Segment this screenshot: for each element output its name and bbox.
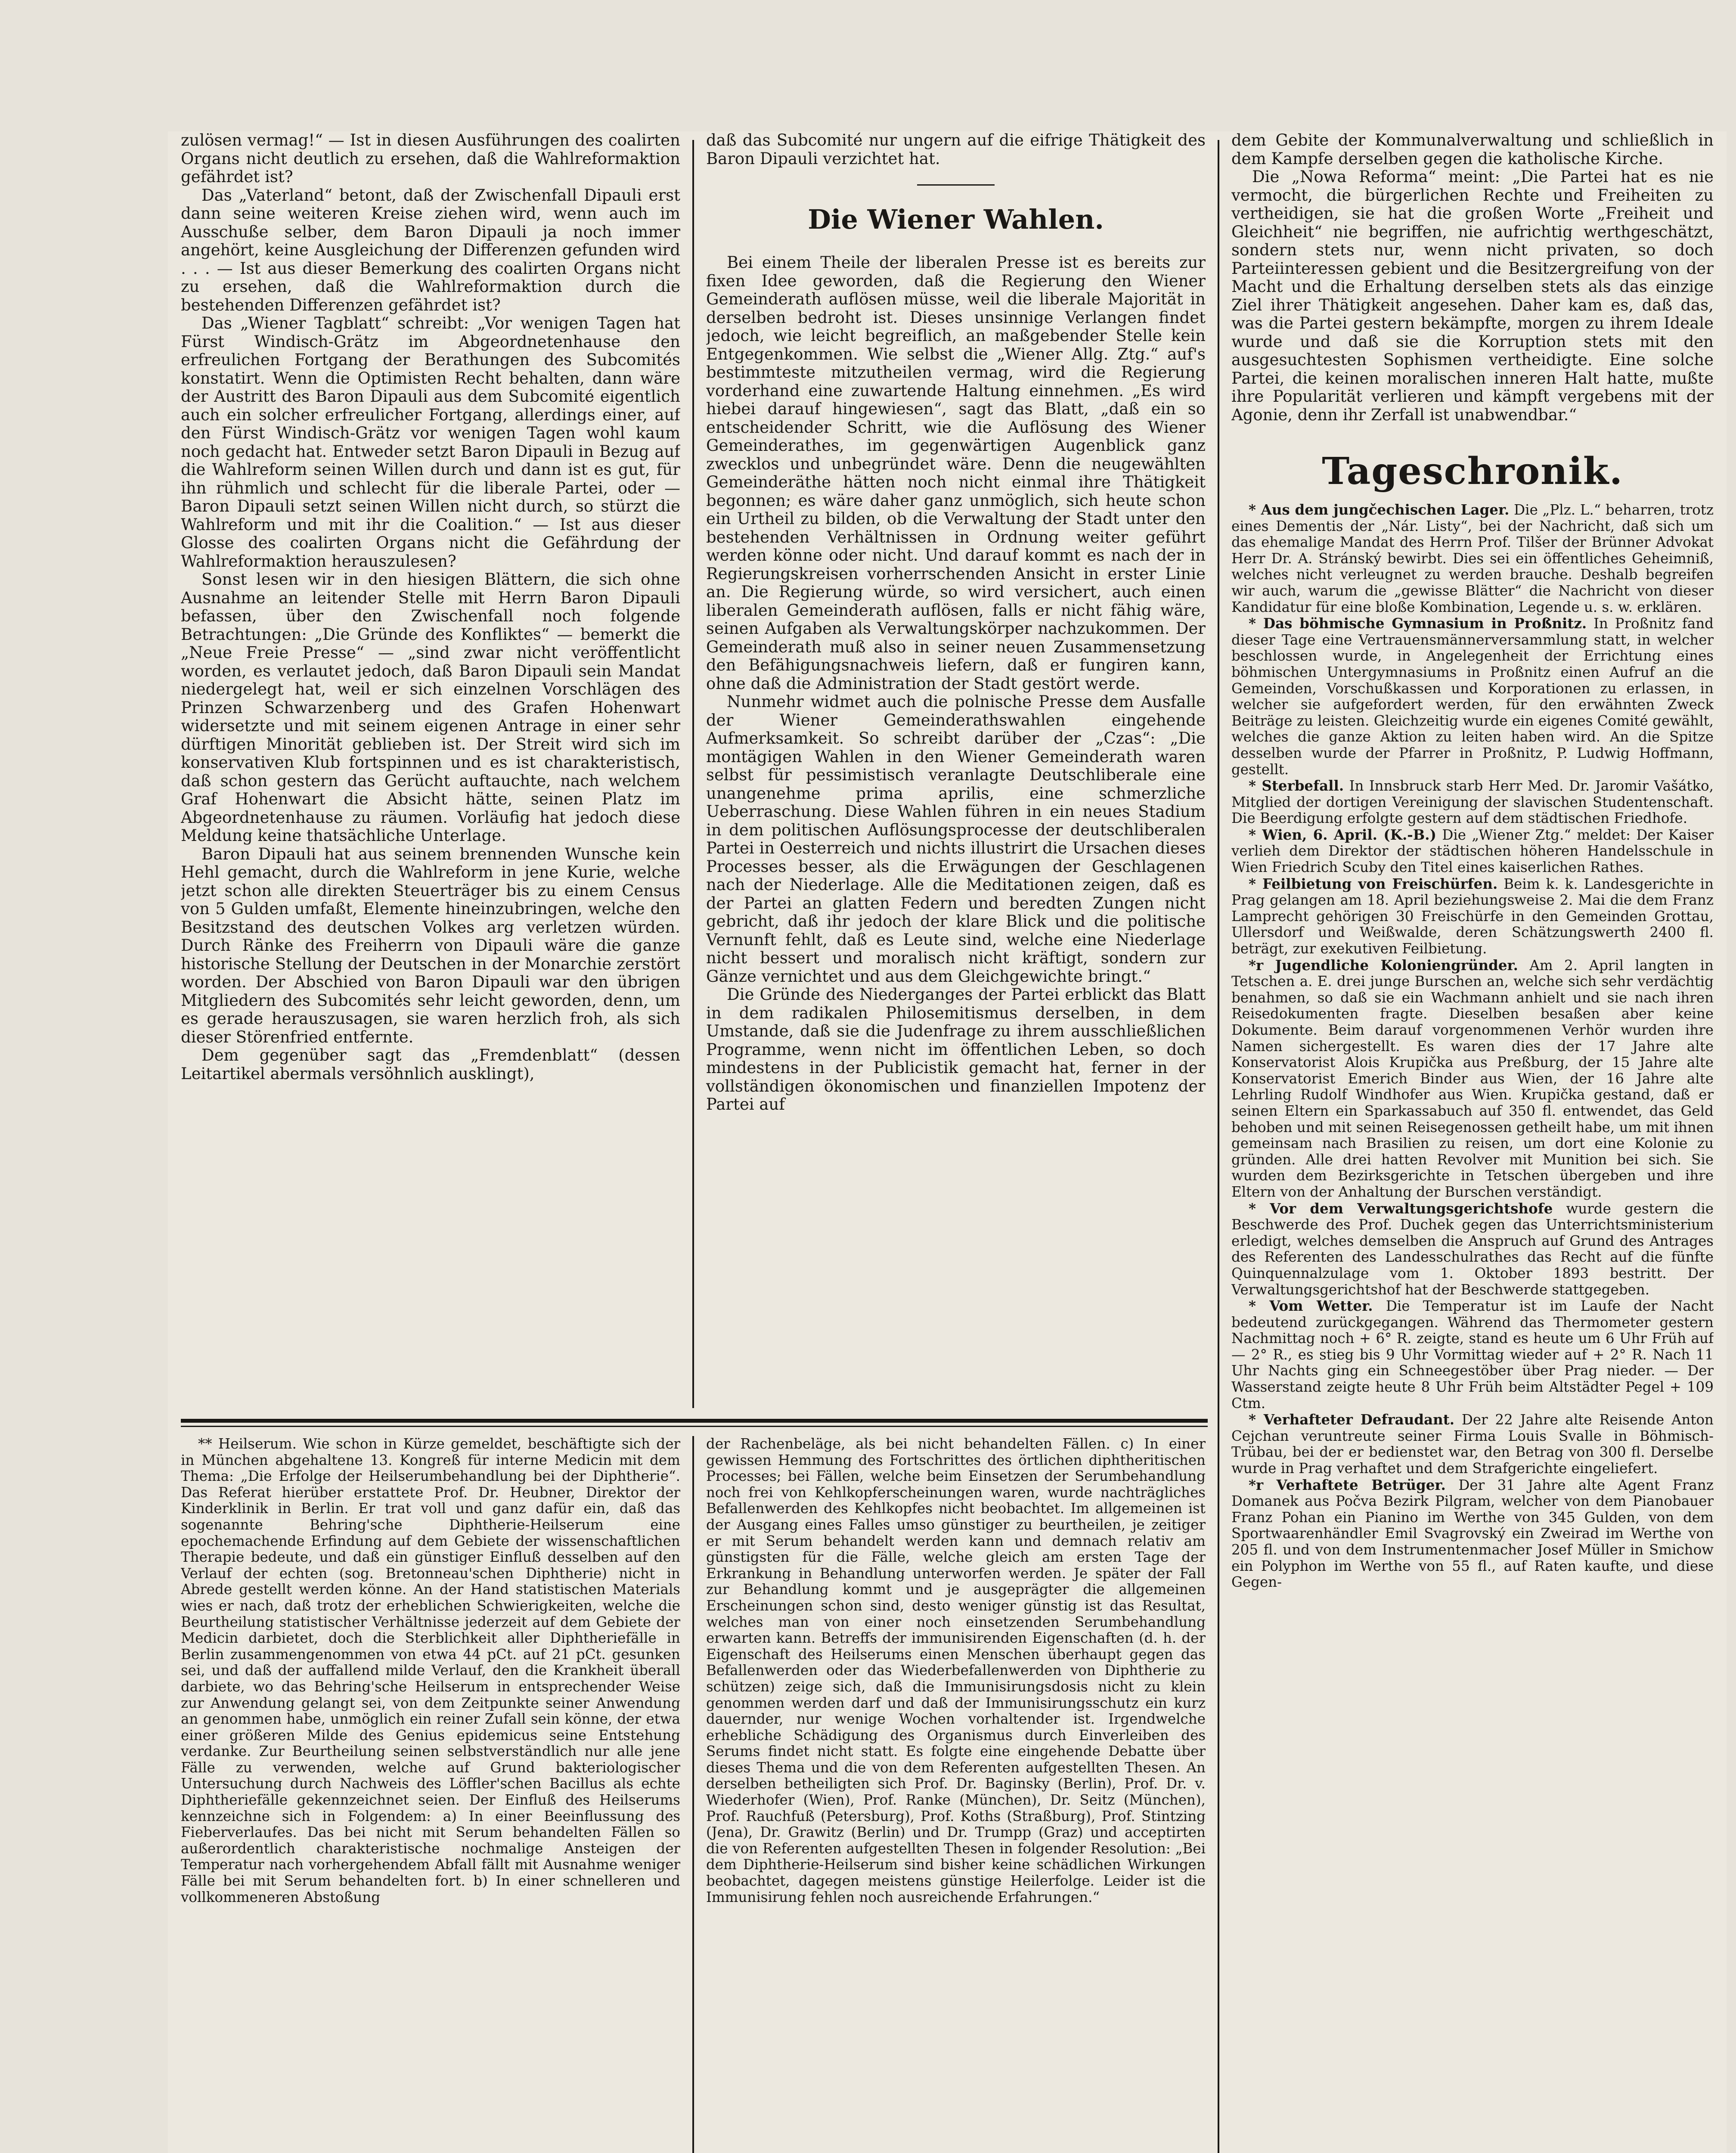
feuilleton-column-1 [181,1436,680,2153]
news-item-text: Die „Wiener Ztg.“ meldet: Der Kaiser verlieh dem Direktor der städtischen höheren Handelsschule in Wien Friedrich Scuby den Titel eines kaiserlichen Rathes. [1231,826,1714,876]
section-heading-wiener-wahlen: Die Wiener Wahlen. [808,204,1104,235]
news-item [1231,827,1714,876]
col1-paragraph-5: Baron Dipauli hat aus seinem brennenden Wunsche kein Hehl gemacht, durch die Wahlreform in jene Kurie, welche jetzt schon alle direkten Steuerträger bis zu einem Census von 5 Gulden umfaßt, Elemente hineinzubringen, welche den Besitzstand des deutschen Volkes arg verletzen würden. Durch Ränke des Freiherrn von Dipauli wäre die ganze historische Stellung der Deutschen in der Monarchie zerstört worden. Der Abschied von Baron Dipauli war den übrigen Mitgliedern des Subcomités sehr leicht geworden, denn, um es gerade herauszusagen, sie waren herzlich froh, als sich dieser Störenfried entfernte. [181,844,680,1046]
news-item-text: Beim k. k. Landesgerichte in Prag gelangen am 18. April beziehungsweise 2. Mai die dem Franz Lamprecht gehörigen 30 Freischürfe in den Gemeinden Grottau, Ullersdorf und Weißwalde, deren Schätzungswerth 2400 fl. beträgt, zur exekutiven Feilbietung. [1231,875,1714,957]
feuilleton-divider [692,1436,694,2153]
news-item-text: Der 31 Jahre alte Agent Franz Domanek aus Počva Bezirk Pilgram, welcher von dem Pianobauer Franz Pohan ein Pianino im Werthe von 345 Gulden, von dem Sportwaarenhändler Emil Svagrovský ein Zweirad im Werthe von 205 fl. und von dem Instrumentenmacher Josef Müller in Smichow ein Polyphon im Werthe von 55 fl., auf Raten kaufte, und diese Gegen- [1231,1477,1714,1591]
section-heading-tageschronik: Tageschronik. [1322,450,1623,493]
feuilleton-article-heilserum: ** Heilserum. Wie schon in Kürze gemeldet, beschäftigte sich der in München abgehaltene 13. Kongreß für interne Medicin mit dem Thema: „Die Erfolge der Heilserumbehandlung bei der Diphtherie“. Das Referat hierüber erstattete Prof. Dr. Heubner, Direktor der Kinderklinik in Berlin. Er trat voll und ganz dafür ein, daß das sogenannte Behring'sche Diphtherie-Heilserum eine epochemachende Erfindung auf dem Gebiete der wissenschaftlichen Therapie bedeute, und daß ein günstiger Einfluß desselben auf den Verlauf der echten (sog. Bretonneau'schen Diphtherie) nicht in Abrede gestellt werden könne. An der Hand statistischen Materials wies er nach, daß trotz der erheblichen Schwierigkeiten, welche die Beurtheilung statistischer Verhältnisse jederzeit auf dem Gebiete der Medicin darbietet, doch die Sterblichkeit aller Diphtheriefälle in Berlin zusammengenommen von etwa 44 pCt. auf 21 pCt. gesunken sei, und daß der auffallend milde Verlauf, den die Krankheit überall darbiete, wo das Behring'sche Heilserum in entsprechender Weise zur Anwendung gelangt sei, von dem Zeitpunkte seiner Anwendung an genommen habe, unmöglich ein reiner Zufall sein könne, der etwa einer größeren Milde des Genius epidemicus seine Entstehung verdanke. Zur Beurtheilung seinen selbstverständlich nur alle jene Fälle zu verwenden, welche auf Grund bakteriologischer Untersuchung durch Nachweis des Löffler'schen Bacillus als echte Diphtheriefälle gekennzeichnet seien. Der Einfluß des Heilserums kennzeichne sich in Folgendem: a) In einer Beeinflussung des Fieberverlaufes. Das bei nicht mit Serum behandelten Fällen so außerordentlich charakteristische nochmalige Ansteigen der Temperatur nach vorhergehendem Abfall fällt mit Ausnahme weniger Fälle bei mit Serum behandelten fort. b) In einer schnelleren und vollkommeneren Abstoßung [181,1436,680,1905]
col2-paragraph-2: Bei einem Theile der liberalen Presse ist es bereits zur fixen Idee geworden, daß die Regierung den Wiener Gemeinderath auflösen müsse, weil die liberale Majorität in derselben bedroht ist. Dieses unsinnige Verlangen findet jedoch, wie leicht begreiflich, an maßgebender Stelle kein Entgegenkommen. Wie selbst die „Wiener Allg. Ztg.“ auf's bestimmteste mitzutheilen vermag, wird die Regierung vorderhand eine zuwartende Haltung einnehmen. „Es wird hiebei darauf hingewiesen“, sagt das Blatt, „daß ein so entscheidender Schritt, wie die Auflösung des Wiener Gemeinderathes, im gegenwärtigen Augenblick ganz zwecklos und unbegründet wäre. Denn die neugewählten Gemeinderäthe hätten noch nicht einmal ihre Thätigkeit begonnen; es wäre daher ganz unmöglich, sich heute schon ein Urtheil zu bilden, ob die Verwaltung der Stadt unter den bestehenden Verhältnissen in Ordnung weiter geführt werden könne oder nicht. Und darauf kommt es nach der in Regierungskreisen vorherrschenden Ansicht in erster Linie an. Die Regierung würde, so wird versichert, auch einen liberalen Gemeinderath auflösen, falls er nicht fähig wäre, seinen Aufgaben als Verwaltungskörper nachzukommen. Der Gemeinderath muß also in seiner neuen Zusammensetzung den Befähigungsnachweis liefern, daß er fungiren kann, ohne daß die Administration der Stadt gestört werde. [706,253,1206,693]
news-item-title: * Verhafteter Defraudant. [1249,1411,1455,1428]
column-1 [181,131,680,1417]
col3-paragraph-1: dem Gebite der Kommunalverwaltung und schließlich in dem Kampfe derselben gegen die katholische Kirche. [1231,131,1714,168]
news-item-title: * Sterbefall. [1249,777,1344,794]
news-item-title: * Vom Wetter. [1249,1297,1373,1315]
col1-paragraph-6: Dem gegenüber sagt das „Fremdenblatt“ (dessen Leitartikel abermals versöhnlich ausklingt), [181,1046,680,1083]
news-item-title: * Das böhmische Gymnasium in Proßnitz. [1249,615,1587,632]
col1-paragraph-4: Sonst lesen wir in den hiesigen Blättern, die sich ohne Ausnahme an leitender Stelle mit Herrn Baron Dipauli befassen, über den Zwischenfall noch folgende Betrachtungen: „Die Gründe des Konfliktes“ — bemerkt die „Neue Freie Presse“ — „sind zwar nicht veröffentlicht worden, es verlautet jedoch, daß Baron Dipauli sein Mandat niedergelegt hat, weil er sich einzelnen Vorschlägen des Prinzen Schwarzenberg und des Grafen Hohenwart widersetzte und mit seinem eigenen Antrage in einer sehr dürftigen Minorität geblieben ist. Der Streit wird sich im konservativen Klub fortspinnen und es ist charakteristisch, daß schon gestern das Gerücht auftauchte, nach welchem Graf Hohenwart die Absicht hätte, seinen Platz im Abgeordnetenhause zu räumen. Vorläufig hat jedoch diese Meldung keine thatsächliche Unterlage. [181,570,680,845]
col2-paragraph-3: Nunmehr widmet auch die polnische Presse dem Ausfalle der Wiener Gemeinderathswahlen eingehende Aufmerksamkeit. So schreibt darüber der „Czas“: „Die montägigen Wahlen in den Wiener Gemeinderath waren selbst für pessimistisch veranlagte Deutschliberale eine unangenehme prima aprilis, eine schmerzliche Ueberraschung. Diese Wahlen führen in ein neues Stadium in dem politischen Auflösungsprocesse der deutschliberalen Partei in Oesterreich und nichts illustrirt die Ursachen dieses Processes besser, als die Erwägungen der Geschlagenen nach der Niederlage. Alle die Meditationen zeigen, daß es der Partei an glatten Federn und beredten Zungen nicht gebricht, daß ihr jedoch der klare Blick und die politische Vernunft fehlt, daß es Leute sind, welche eine Niederlage nicht bessert und moralisch nicht kräftigt, sondern zur Gänze vernichtet und aus dem Gleichgewichte bringt.“ [706,692,1206,986]
col1-paragraph-3: Das „Wiener Tagblatt“ schreibt: „Vor wenigen Tagen hat Fürst Windisch-Grätz im Abgeordnetenhause den erfreulichen Fortgang der Berathungen des Subcomités konstatirt. Wenn die Optimisten Recht behalten, dann wäre der Austritt des Baron Dipauli aus dem Subcomité eigentlich auch ein solcher erfreulicher Fortgang, allerdings einer, auf den Fürst Windisch-Grätz vor wenigen Tagen wohl kaum noch gedacht hat. Entweder setzt Baron Dipauli in Bezug auf die Wahlreform seinen Willen durch und dann ist es gut, für ihn rühmlich und schlecht für die liberale Partei, oder — Baron Dipauli setzt seinen Willen nicht durch, so stürzt die Wahlreform und mit ihr die Coalition.“ — Ist aus dieser Glosse des coalirten Organs nicht die Gefährdung der Wahlreformaktion herauszulesen? [181,314,680,571]
column-3 [1231,131,1714,2153]
col1-paragraph-2: Das „Vaterland“ betont, daß der Zwischenfall Dipauli erst dann seine weiteren Kreise ziehen wird, wenn auch im Ausschuße selber, dem Baron Dipauli ja noch immer angehört, keine Ausgleichung der Differenzen gefunden wird . . . — Ist aus dieser Bemerkung des coalirten Organs nicht zu ersehen, daß die Wahlreformaktion durch die bestehenden Differenzen gefährdet ist? [181,186,680,314]
news-item [1231,957,1714,1201]
column-2 [706,131,1206,1417]
feuilleton-article-continued: der Rachenbeläge, als bei nicht behandelten Fällen. c) In einer gewissen Hemmung des Fortschrittes des örtlichen diphtheritischen Processes; bei Fällen, welche beim Einsetzen der Serumbehandlung noch frei von Kehlkopferscheinungen waren, wurde nachträgliches Befallenwerden des Kehlkopfes nicht beobachtet. Im allgemeinen ist der Ausgang eines Falles umso günstiger zu beurtheilen, je zeitiger er mit Serum behandelt werden kann und demnach relativ am günstigsten für die Fälle, welche gleich am ersten Tage der Erkrankung in Behandlung unterworfen werden. Je später der Fall zur Behandlung kommt und je ausgeprägter die allgemeinen Erscheinungen schon sind, desto weniger günstig ist das Resultat, welches man von einer noch einsetzenden Serumbehandlung erwarten kann. Betreffs der immunisirenden Eigenschaften (d. h. der Eigenschaft des Heilserums einen Menschen überhaupt gegen das Befallenwerden oder das Wiederbefallenwerden von Diphtherie zu schützen) zeige sich, daß die Immunisirungsdosis nicht zu klein genommen werden darf und daß der Immunisirungsschutz ein kurz dauernder, nur wenige Wochen vorhaltender ist. Irgendwelche erhebliche Schädigung des Organismus durch Einverleiben des Serums findet nicht statt. Es folgte eine eingehende Debatte über dieses Thema und die von dem Referenten aufgestellten Thesen. An derselben betheiligten sich Prof. Dr. Baginsky (Berlin), Prof. Dr. v. Wiederhofer (Wien), Prof. Ranke (München), Dr. Seitz (München), Prof. Rauchfuß (Petersburg), Prof. Koths (Straßburg), Prof. Stintzing (Jena), Dr. Grawitz (Berlin) und Dr. Trumpp (Graz) und acceptirten die von Referenten aufgestellten Thesen in folgender Resolution: „Bei dem Diphtherie-Heilserum sind bisher keine schädlichen Wirkungen beobachtet, dagegen meistens günstige Heilerfolge. Leider ist die Immunisirung fehlen noch ausreichende Erfahrungen.“ [706,1436,1206,1905]
news-item-title: * Vor dem Verwaltungsgerichtshofe [1249,1200,1553,1217]
news-item [1231,1477,1714,1591]
news-item [1231,615,1714,778]
news-item [1231,876,1714,957]
col2-paragraph-1: daß das Subcomité nur ungern auf die eifrige Thätigkeit des Baron Dipauli verzichtet hat. [706,131,1206,168]
col2-paragraph-4: Die Gründe des Niederganges der Partei erblickt das Blatt in dem radikalen Philosemitismus derselben, in dem Umstande, daß sie die Judenfrage zu ihrem ausschließlichen Programme, wenn nicht im öffentlichen Leben, so doch mindestens in der Publicistik gemacht hat, ferner in der vollständigen ökonomischen und finanziellen Impotenz der Partei auf [706,985,1206,1114]
news-item-text: wurde gestern die Beschwerde des Prof. Duchek gegen das Unterrichtsministerium erledigt, welches demselben die Anspruch auf Grund des Antrages des Referenten des Landesschulrathes das Recht auf die fünfte Quinquennalzulage vom 1. Oktober 1893 bestritt. Der Verwaltungsgerichtshof hat der Beschwerde stattgegeben. [1231,1200,1714,1298]
column-divider-1 [692,140,694,1408]
news-item-text: Die „Plz. L.“ beharren, trotz eines Dementis der „Nár. Listy“, bei der Nachricht, daß sich um das ehemalige Mandat des Herrn Prof. Tilšer der Brünner Advokat Herr Dr. A. Stránský bewirbt. Dies sei ein öffentliches Geheimniß, welches nicht verleugnet zu werden brauche. Deshalb begreifen wir auch, warum die „gewisse Blätter“ die Nachricht von dieser Kandidatur für eine bloße Kombination, Legende u. s. w. erklären. [1231,502,1714,615]
news-item [1231,1298,1714,1412]
news-item [1231,1201,1714,1298]
news-item-title: * Aus dem jungčechischen Lager. [1249,501,1510,518]
news-item-text: Die Temperatur ist im Laufe der Nacht bedeutend zurückgegangen. Während das Thermometer gestern Nachmittag noch + 6° R. zeigte, stand es heute um 6 Uhr Früh auf — 2° R., es stieg bis 9 Uhr Vormittag wieder auf + 2° R. Nach 11 Uhr Nachts ging ein Schneegestöber über Prag nieder. — Der Wasserstand zeigte heute 8 Uhr Früh beim Altstädter Pegel + 109 Ctm. [1231,1298,1714,1412]
feuilleton-rule-thin [181,1426,1208,1427]
news-item-text: In Innsbruck starb Herr Med. Dr. Jaromir Vašátko, Mitglied der dortigen Vereinigung der slavischen Studentenschaft. Die Beerdigung erfolgte gestern auf dem städtischen Friedhofe. [1231,778,1714,827]
news-item-title: *r Verhaftete Betrüger. [1249,1476,1446,1493]
newspaper-page [168,131,1727,2153]
section-divider [917,184,995,186]
news-item-text: In Proßnitz fand dieser Tage eine Vertrauensmännerversammlung statt, in welcher beschlossen wurde, in Angelegenheit der Errichtung eines böhmischen Untergymnasiums in Proßnitz einen Aufruf an die Gemeinden, Vorschußkassen und Korporationen zu erlassen, in welcher sie aufgefordert werden, für den erwähnten Zweck Beiträge zu leisten. Gleichzeitig wurde ein eigenes Comité gewählt, welches die ganze Aktion zu leiten haben wird. An die Spitze desselben wurde der Pfarrer in Proßnitz, P. Ludwig Hoffmann, gestellt. [1231,615,1714,778]
col3-paragraph-2: Die „Nowa Reforma“ meint: „Die Partei hat es nie vermocht, die bürgerlichen Rechte und Freiheiten zu vertheidigen, sie hat die großen Worte „Freiheit und Gleichheit“ nie begriffen, nie aufrichtig werthgeschätzt, sondern stets nur, wenn nicht privaten, so doch Parteiinteressen gebient und die Besitzergreifung von der Macht und die Erhaltung derselben stets als das einzige Ziel ihrer Thätigkeit angesehen. Daher kam es, daß das, was die Partei gestern bekämpfte, morgen zu ihrem Ideale wurde und daß sie die Korruption stets mit den ausgesuchtesten Sophismen vertheidigte. Eine solche Partei, die keinen moralischen inneren Halt hatte, mußte ihre Popularität verlieren und kämpft vergebens mit der Agonie, denn ihr Zerfall ist unabwendbar.“ [1231,168,1714,424]
news-item [1231,502,1714,615]
news-items [1231,502,1714,1591]
news-item-title: *r Jugendliche Koloniengründer. [1249,956,1518,974]
feuilleton-rule-thick [181,1419,1208,1423]
news-item [1231,1412,1714,1477]
feuilleton-column-2 [706,1436,1206,2153]
news-item [1231,778,1714,827]
news-item-text: Am 2. April langten in Tetschen a. E. drei junge Burschen an, welche sich sehr verdächtig benahmen, so daß sie ein Wachmann anhielt und sie nach ihren Reisedokumenten fragte. Dieselben besaßen aber keine Dokumente. Beim darauf vorgenommenen Verhör wurden ihre Namen sichergestellt. Es waren dies der 17 Jahre alte Konservatorist Alois Krupička aus Preßburg, der 15 Jahre alte Konservatorist Emerich Binder aus Wien, der 16 Jahre alte Lehrling Rudolf Windhofer aus Wien. Krupička gestand, daß er seinen Eltern ein Sparkassabuch auf 350 fl. entwendet, das Geld behoben und mit seinen Reisegenossen getheilt habe, um mit ihnen gemeinsam nach Brasilien zu reisen, um dort eine Kolonie zu gründen. Alle drei hatten Revolver mit Munition bei sich. Sie wurden dem Bezirksgerichte in Tetschen übergeben und ihre Eltern von der Anhaltung der Burschen verständigt. [1231,957,1714,1200]
col1-paragraph-1: zulösen vermag!“ — Ist in diesen Ausführungen des coalirten Organs nicht deutlich zu ersehen, daß die Wahlreformaktion gefährdet ist? [181,131,680,186]
news-item-title: * Feilbietung von Freischürfen. [1249,875,1498,892]
news-item-title: * Wien, 6. April. (K.-B.) [1249,826,1436,843]
column-divider-2 [1218,140,1219,2153]
news-item-text: Der 22 Jahre alte Reisende Anton Cejchan veruntreute seiner Firma Louis Svalle in Böhmisch-Trübau, bei der er bedienstet war, den Betrag von 300 fl. Derselbe wurde in Prag verhaftet und dem Strafgerichte eingeliefert. [1231,1412,1714,1477]
